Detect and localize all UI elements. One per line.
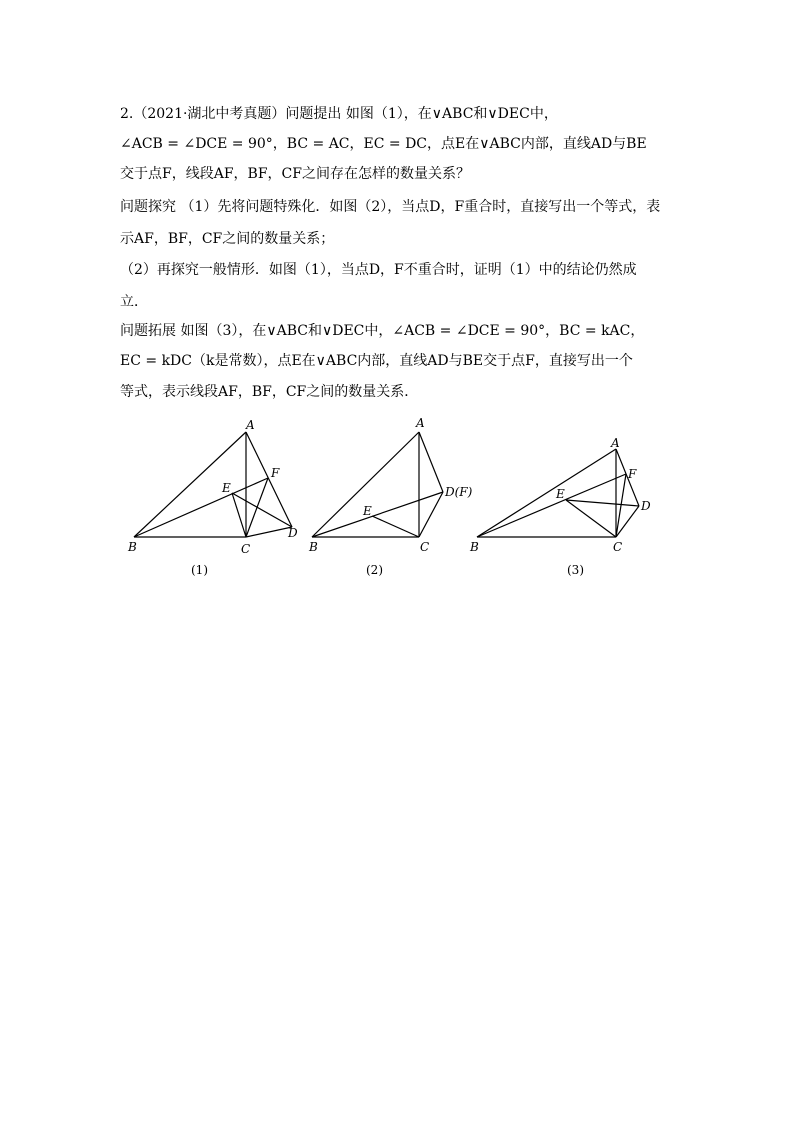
fig1-caption: (1) (191, 563, 208, 577)
fig3-label-F: F (628, 467, 637, 481)
fig3-label-D: D (641, 499, 651, 513)
segment-CD (616, 506, 639, 537)
problem-line-3: 交于点F，线段AF，BF，CF之间存在怎样的数量关系？ (120, 166, 470, 182)
problem-line-9: EC = kDC（k是常数），点E在∨ABC内部，直线AD与BE交于点F，直接写出一个 (120, 353, 633, 369)
segment-CF (616, 474, 626, 537)
segment-EC (372, 516, 419, 537)
fig1-label-B: B (128, 540, 137, 554)
problem-line-4: 问题探究 （1）先将问题特殊化．如图（2），当点D，F重合时，直接写出一个等式，表 (120, 199, 661, 215)
problem-line-2: ∠ACB = ∠DCE = 90°，BC = AC，EC = DC，点E在∨ABC内部，直线AD与BE (120, 136, 647, 152)
fig3-label-A: A (611, 436, 620, 450)
segment-BA (477, 449, 616, 537)
problem-line-5: 示AF，BF，CF之间的数量关系； (120, 231, 335, 247)
fig2-label-E: E (363, 504, 372, 518)
fig3-caption: (3) (567, 563, 584, 577)
segment-CD (246, 527, 292, 537)
problem-line-7: 立． (120, 294, 148, 310)
fig2-label-A: A (416, 416, 425, 430)
segment-BD (312, 492, 443, 537)
fig1-label-A: A (246, 418, 255, 432)
fig1-label-C: C (241, 542, 251, 556)
problem-line-10: 等式，表示线段AF，BF，CF之间的数量关系． (120, 384, 419, 400)
segment-BA (312, 432, 419, 537)
segment-AD (419, 432, 443, 492)
problem-line-6: （2）再探究一般情形．如图（1），当点D，F不重合时，证明（1）中的结论仍然成 (120, 262, 637, 278)
fig1-label-E: E (222, 481, 231, 495)
segment-BF (134, 478, 268, 537)
fig1-label-F: F (271, 466, 280, 480)
fig1-label-D: D (288, 526, 298, 540)
fig2-label-DF: D(F) (445, 485, 473, 499)
figure-1 (134, 432, 292, 537)
fig3-label-C: C (613, 540, 623, 554)
fig2-label-B: B (309, 540, 318, 554)
geometry-figures (0, 412, 794, 592)
fig2-label-C: C (420, 540, 430, 554)
segment-AD (246, 432, 292, 527)
figure-2 (312, 432, 443, 537)
segment-EC (566, 500, 616, 537)
fig2-caption: (2) (366, 563, 383, 577)
problem-line-8: 问题拓展 如图（3），在∨ABC和∨DEC中，∠ACB = ∠DCE = 90°，BC = kAC， (120, 323, 645, 339)
fig3-label-B: B (470, 540, 479, 554)
problem-line-1: 2.（2021·湖北中考真题）问题提出 如图（1），在∨ABC和∨DEC中， (120, 106, 558, 122)
segment-ED (566, 500, 639, 506)
fig3-label-E: E (556, 487, 565, 501)
